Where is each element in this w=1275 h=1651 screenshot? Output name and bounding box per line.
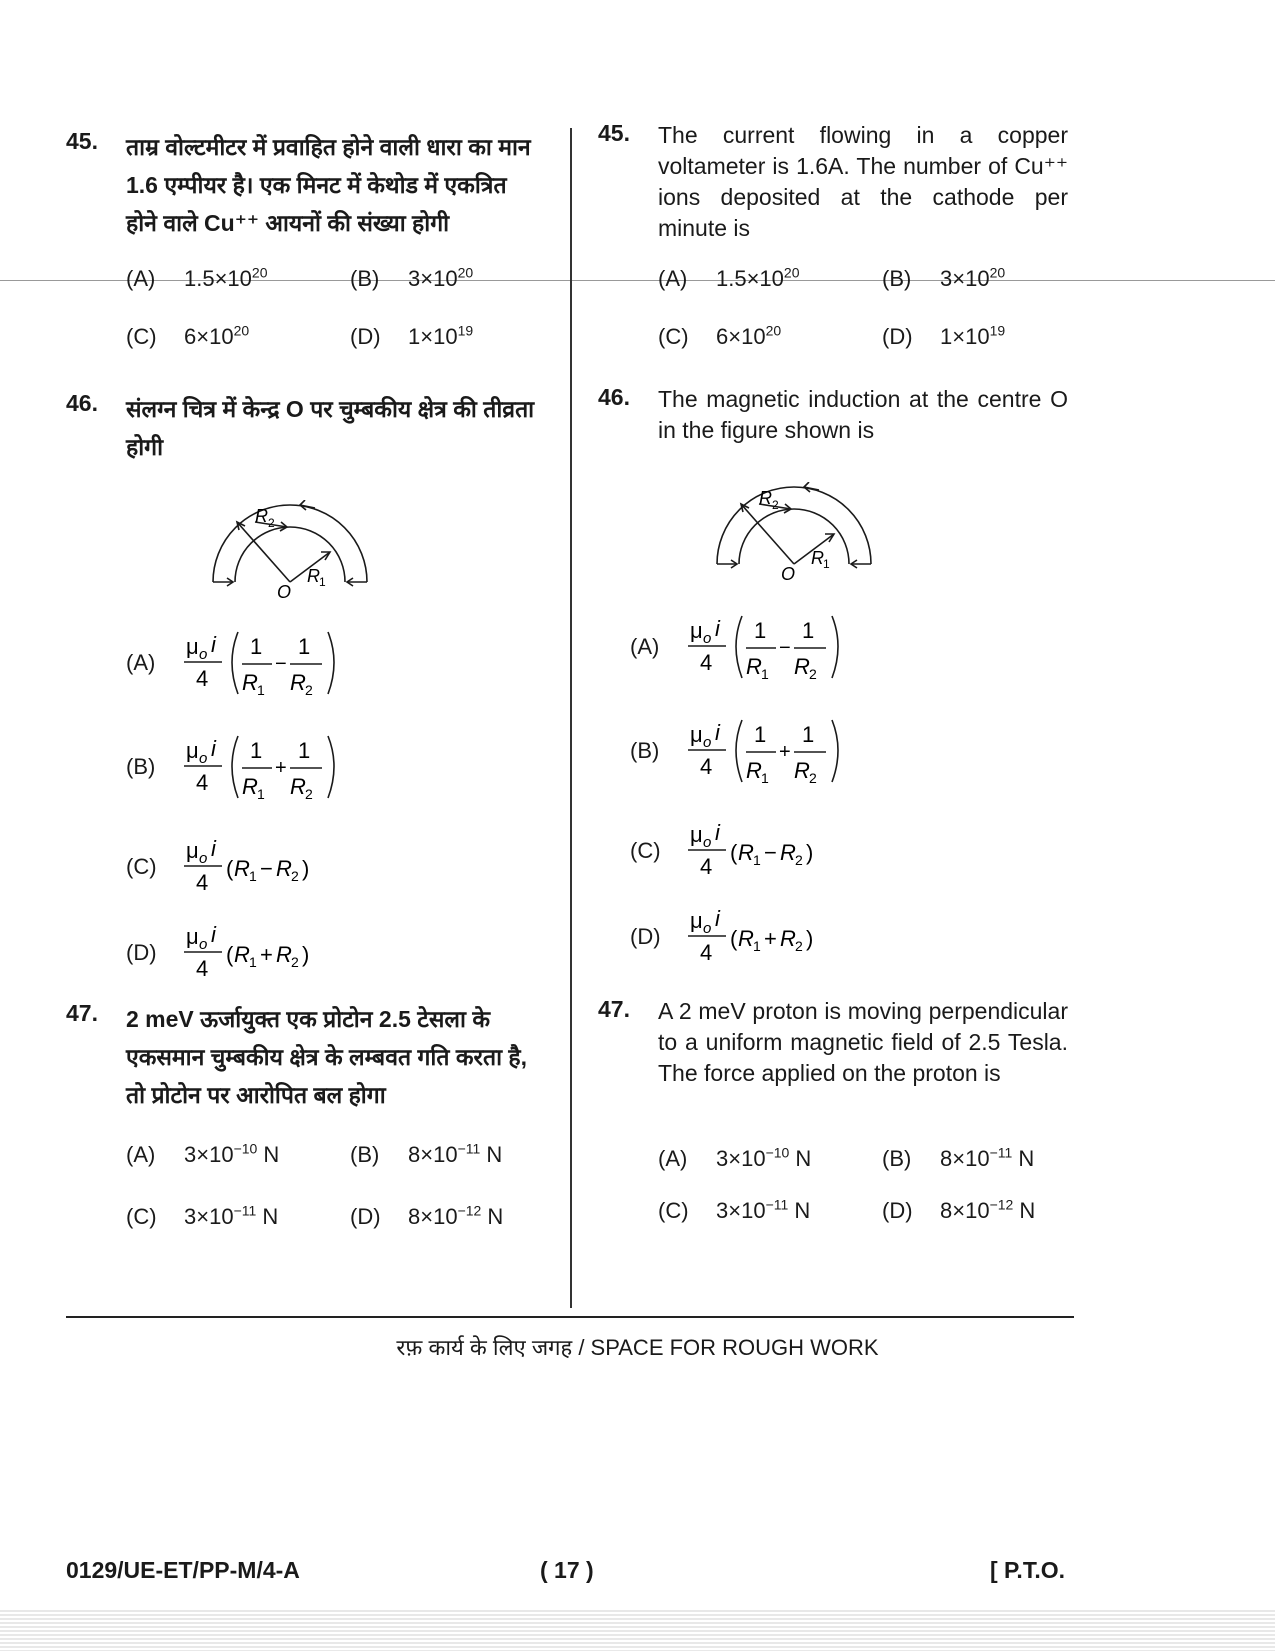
operator: −	[275, 653, 287, 675]
numerator-one: 1	[754, 618, 767, 643]
question-text: A 2 meV proton is moving perpendicular to a uniform magnetic field of 2.5 Tesla. The force applied on the proton is	[658, 998, 1068, 1086]
operator: −	[779, 637, 791, 659]
numerator-one: 1	[250, 634, 263, 659]
formula-d	[688, 902, 988, 972]
denominator-four: 4	[700, 854, 713, 879]
mu-symbol: μ	[690, 618, 703, 643]
rough-work-divider	[66, 1316, 1074, 1318]
right-paren	[328, 736, 334, 798]
option-b[interactable]: (B) $3\times 10^{20}$	[882, 264, 1006, 291]
option-b[interactable]: (B) $3\times 10^{20}$	[350, 264, 474, 291]
radius-r1: R	[242, 670, 258, 695]
current-symbol: i	[715, 820, 720, 845]
question-text: 2 meV ऊर्जायुक्त एक प्रोटोन 2.5 टेसला के एकसमान चुम्बकीय क्षेत्र के लम्बवत गति करता है, तो प्रोटोन पर आरोपित बल होगा	[126, 1006, 528, 1108]
question-number: 45.	[598, 120, 630, 146]
rough-work-note: रफ़ कार्य के लिए जगह / SPACE FOR ROUGH WORK	[396, 1335, 879, 1360]
left-paren	[736, 720, 742, 782]
operator: −	[260, 856, 273, 881]
denominator-four: 4	[196, 666, 209, 691]
label-r2: R	[255, 506, 268, 526]
current-symbol: i	[715, 906, 720, 931]
label-r2: R	[759, 488, 772, 508]
subscript-2: 2	[305, 682, 313, 698]
subscript-2: 2	[795, 938, 803, 954]
mu-symbol: μ	[186, 924, 199, 949]
right-paren	[832, 616, 838, 678]
option-c[interactable]: (C) $3\times 10^{-11}$ N	[658, 1196, 811, 1223]
right-paren	[328, 632, 334, 694]
paper-code: 0129/UE-ET/PP-M/4-A	[66, 1557, 300, 1583]
right-paren: )	[302, 942, 310, 967]
mu-subscript: o	[199, 936, 208, 953]
question-number: 46.	[66, 390, 98, 416]
formula-c	[184, 832, 484, 902]
subscript-2: 2	[795, 852, 803, 868]
current-symbol: i	[211, 632, 216, 657]
subscript-1: 1	[761, 770, 769, 786]
left-paren	[232, 632, 238, 694]
denominator-four: 4	[196, 956, 209, 981]
subscript-2: 2	[291, 868, 299, 884]
question-text: संलग्न चित्र में केन्द्र O पर चुम्बकीय क्षेत्र की तीव्रता होगी	[126, 396, 535, 460]
formula-b	[688, 716, 988, 786]
radius-r1: R	[738, 926, 754, 951]
subscript-2: 2	[305, 786, 313, 802]
formula-c	[688, 816, 988, 886]
pto-marker: [ P.T.O.	[990, 1557, 1065, 1583]
radius-r1: R	[746, 654, 762, 679]
subscript-1: 1	[257, 786, 265, 802]
subscript-1: 1	[257, 682, 265, 698]
formula-a	[184, 628, 484, 698]
numerator-one: 1	[754, 722, 767, 747]
option-c[interactable]: (C) $6\times 10^{20}$	[126, 322, 250, 349]
mu-symbol: μ	[690, 722, 703, 747]
mu-symbol: μ	[186, 634, 199, 659]
label-r1: R	[811, 548, 824, 568]
formula-a	[688, 612, 988, 682]
right-paren: )	[806, 840, 814, 865]
formula-d	[184, 918, 484, 988]
current-symbol: i	[211, 736, 216, 761]
page-number: ( 17 )	[540, 1557, 594, 1583]
operator: +	[779, 741, 791, 763]
numerator-one: 1	[802, 618, 815, 643]
subscript-2: 2	[809, 770, 817, 786]
radius-r2: R	[780, 926, 796, 951]
option-a[interactable]: (A) $1.5\times 10^{20}$	[126, 264, 268, 291]
label-r2-sub: 2	[268, 516, 275, 530]
option-c[interactable]: (C) $3\times 10^{-11}$ N	[126, 1202, 279, 1229]
label-r1-sub: 1	[823, 557, 830, 571]
denominator-four: 4	[700, 940, 713, 965]
subscript-1: 1	[249, 868, 257, 884]
option-b[interactable]: (B) $8\times 10^{-11}$ N	[882, 1144, 1035, 1171]
operator: +	[260, 942, 273, 967]
option-a[interactable]: (A) $1.5\times 10^{20}$	[658, 264, 800, 291]
mu-symbol: μ	[186, 738, 199, 763]
option-d[interactable]: (D) $8\times 10^{-12}$ N	[882, 1196, 1036, 1223]
subscript-1: 1	[249, 954, 257, 970]
radius-r2: R	[794, 654, 810, 679]
denominator-four: 4	[700, 650, 713, 675]
mu-subscript: o	[703, 734, 712, 751]
current-symbol: i	[715, 720, 720, 745]
radius-r1: R	[234, 942, 250, 967]
mu-subscript: o	[199, 850, 208, 867]
option-a[interactable]: (A) $3\times 10^{-10}$ N	[126, 1140, 280, 1167]
radius-r2: R	[794, 758, 810, 783]
radius-r2: R	[290, 670, 306, 695]
subscript-2: 2	[809, 666, 817, 682]
right-paren: )	[806, 926, 814, 951]
left-paren: (	[730, 840, 738, 865]
option-d[interactable]: (D) $1\times 10^{19}$	[882, 322, 1006, 349]
mu-subscript: o	[703, 834, 712, 851]
radius-r2: R	[290, 774, 306, 799]
subscript-1: 1	[761, 666, 769, 682]
subscript-2: 2	[291, 954, 299, 970]
right-paren	[832, 720, 838, 782]
option-a[interactable]: (A) $3\times 10^{-10}$ N	[658, 1144, 812, 1171]
mu-symbol: μ	[186, 838, 199, 863]
label-r1: R	[307, 566, 320, 586]
radius-r2: R	[276, 856, 292, 881]
left-paren: (	[226, 942, 234, 967]
denominator-four: 4	[700, 754, 713, 779]
label-o: O	[277, 582, 292, 600]
radius-r1: R	[738, 840, 754, 865]
question-number: 47.	[66, 1000, 98, 1026]
scan-edge	[0, 1610, 1275, 1651]
label-r2-sub: 2	[772, 498, 779, 512]
mu-subscript: o	[199, 646, 208, 663]
magnetic-loop-figure-right	[709, 482, 879, 582]
operator: +	[275, 757, 287, 779]
mu-symbol: μ	[690, 822, 703, 847]
left-paren	[232, 736, 238, 798]
radius-r2: R	[276, 942, 292, 967]
option-d[interactable]: (D) $8\times 10^{-12}$ N	[350, 1202, 504, 1229]
subscript-1: 1	[753, 938, 761, 954]
current-symbol: i	[211, 836, 216, 861]
exam-page: 45. ताम्र वोल्टमीटर में प्रवाहित होने वाली धारा का मान 1.6 एम्पीयर है। एक मिनट में केथोड में एकत्रित होने वाले Cu⁺⁺ आयनों की संख्या होगी (A) $1.5\times 10^{20}$ (B) $3\times 10^{20}$ (C) $6\times 10^{20}$ (D) $1\times 10^{19}$ 46. संलग्न चित्र में केन्द्र O पर चुम्बकीय क्षेत्र की तीव्रता होगी 47. 2 meV ऊर्जायुक्त एक प्रोटोन 2.5 टेसला के एकसमान चुम्बकीय क्षेत्र के लम्बवत गति करता है, तो प्रोटोन पर आरोपित बल होगा (A) $3\times 10^{-10}$ N (B) $8\times 10^{-11}$ N (C) $3\times 10^{-11}$ N (D) $8\times 10^{-12}$ N 45. The current flowing in a copper voltameter is 1.6A. The number of Cu⁺⁺ ions deposited at the cathode per minute is (A) $1.5\times 10^{20}$ (B) $3\times 10^{20}$ (C) $6\times 10^{20}$ (D) $1\times 10^{19}$ 46. The magnetic induction at the centre O in the figure shown is 47. A 2 meV proton is moving perpendicular to a uniform magnetic field of 2.5 Tesla. The force applied on the proton is (A) $3\times 10^{-10}$ N (B) $8\times 10^{-11}$ N (C) $3\times 10^{-11}$ N (D) $8\times 10^{-12}$ N R 2 O R 1 R 2 O R 1 (A) μ o i 4 1 R 1 − 1 R 2 (B) μ o i 4 1 R 1 + 1 R 2 (C) μ o i 4 ( R 1 − R 2 ) (D) μ o i 4 ( R 1 + R 2 ) (A) μ o i 4 1 R 1 − 1 R 2 (B) μ o i 4 1 R 1 + 1 R 2 (C) μ o i 4 ( R 1 − R 2 ) (D) μ o i 4 ( R 1 + R 2 ) रफ़ कार्य के लिए जगह / SPACE FOR ROUGH WORK 0129/UE-ET/PP-M/4-A ( 17 ) [ P.T.O.	[0, 0, 1275, 1651]
numerator-one: 1	[802, 722, 815, 747]
numerator-one: 1	[298, 634, 311, 659]
formula-b	[184, 732, 484, 802]
label-r1-sub: 1	[319, 575, 326, 589]
mu-symbol: μ	[690, 908, 703, 933]
radius-r1: R	[746, 758, 762, 783]
column-divider	[570, 128, 572, 1308]
option-c[interactable]: (C) $6\times 10^{20}$	[658, 322, 782, 349]
denominator-four: 4	[196, 870, 209, 895]
option-b[interactable]: (B) $8\times 10^{-11}$ N	[350, 1140, 503, 1167]
current-symbol: i	[715, 616, 720, 641]
current-symbol: i	[211, 922, 216, 947]
radius-r2: R	[780, 840, 796, 865]
left-paren: (	[226, 856, 234, 881]
mu-subscript: o	[703, 630, 712, 647]
numerator-one: 1	[298, 738, 311, 763]
subscript-1: 1	[753, 852, 761, 868]
operator: −	[764, 840, 777, 865]
radius-r1: R	[242, 774, 258, 799]
right-paren: )	[302, 856, 310, 881]
question-number: 47.	[598, 996, 630, 1022]
denominator-four: 4	[196, 770, 209, 795]
label-o: O	[781, 564, 796, 582]
numerator-one: 1	[250, 738, 263, 763]
magnetic-loop-figure-left	[205, 500, 375, 600]
question-text: The magnetic induction at the centre O in the figure shown is	[658, 386, 1068, 443]
option-d[interactable]: (D) $1\times 10^{19}$	[350, 322, 474, 349]
left-paren	[736, 616, 742, 678]
mu-subscript: o	[703, 920, 712, 937]
operator: +	[764, 926, 777, 951]
left-paren: (	[730, 926, 738, 951]
question-text: ताम्र वोल्टमीटर में प्रवाहित होने वाली धारा का मान 1.6 एम्पीयर है। एक मिनट में केथोड में एकत्रित होने वाले Cu⁺⁺ आयनों की संख्या होगी	[126, 134, 531, 236]
question-number: 45.	[66, 128, 98, 154]
radius-r1: R	[234, 856, 250, 881]
question-text: The current flowing in a copper voltameter is 1.6A. The number of Cu⁺⁺ ions deposited at the cathode per minute is	[658, 122, 1068, 241]
mu-subscript: o	[199, 750, 208, 767]
question-number: 46.	[598, 384, 630, 410]
